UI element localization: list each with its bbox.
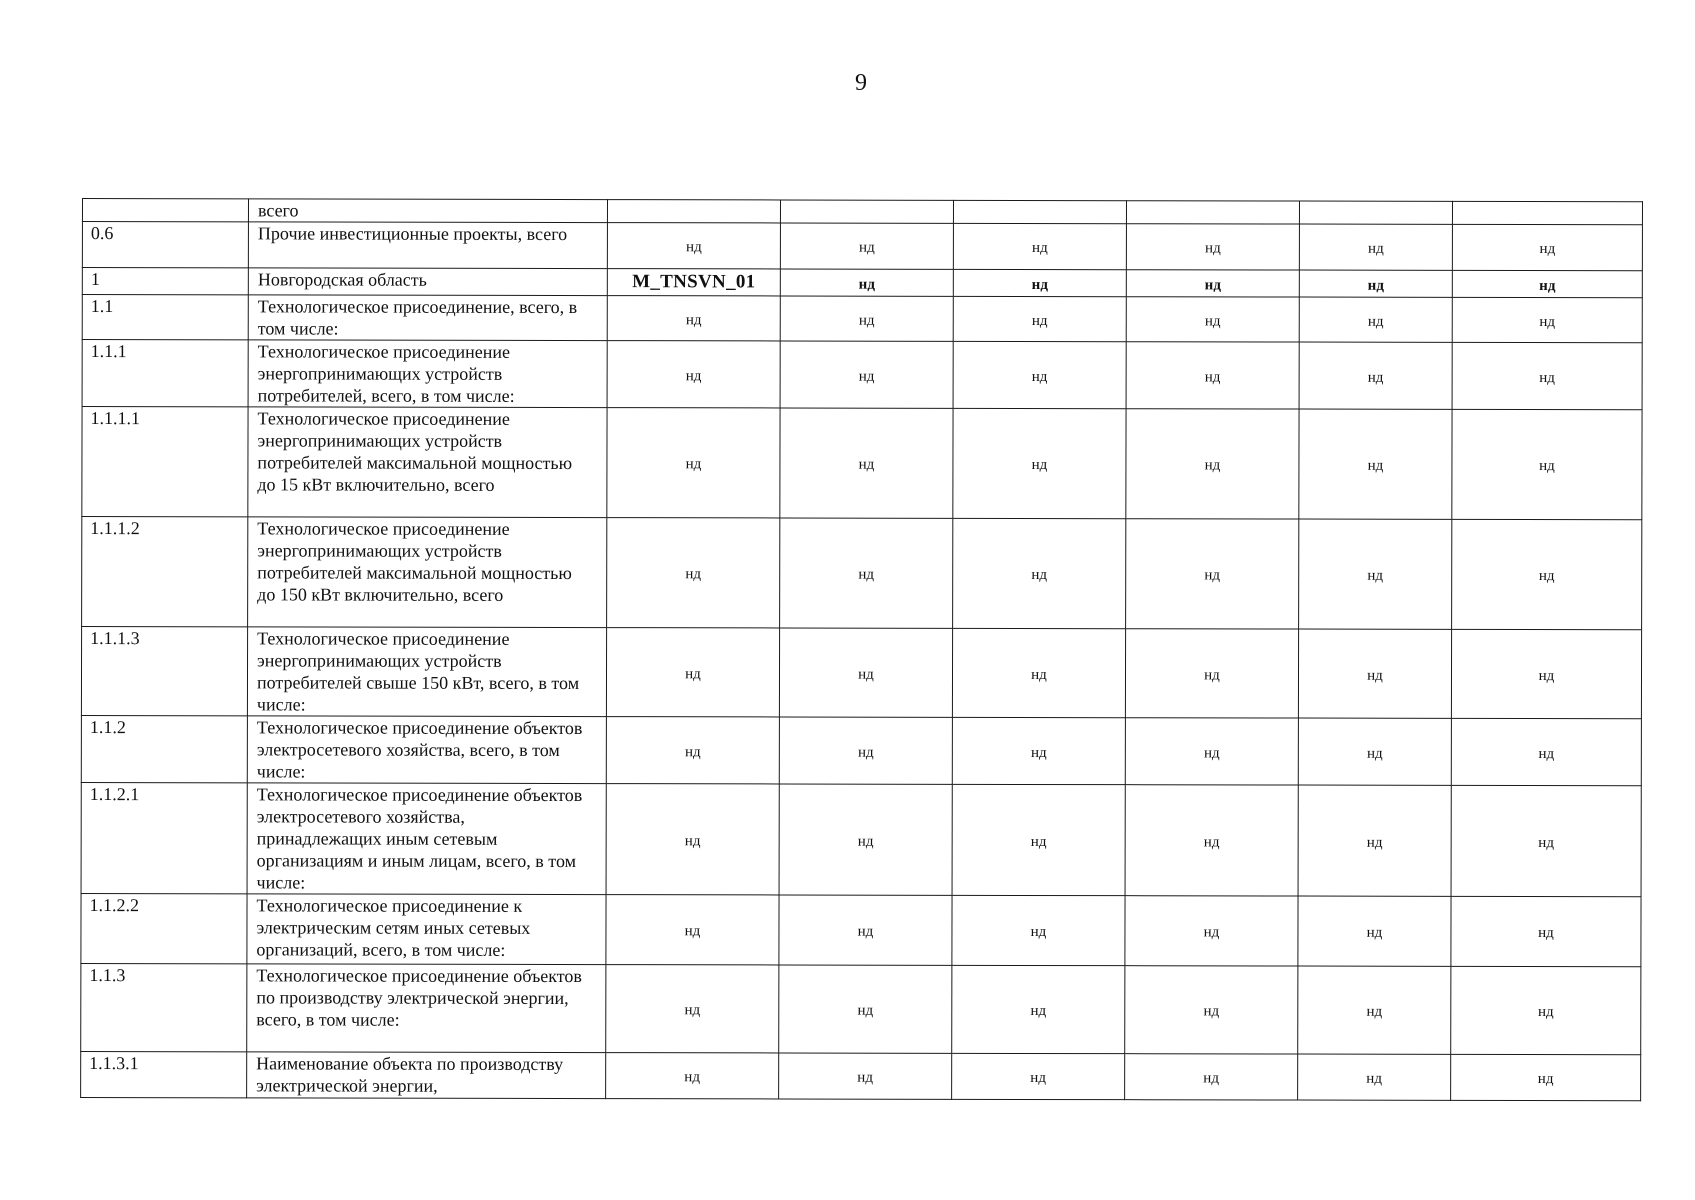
value-cell: нд: [1452, 519, 1642, 629]
value-cell: нд: [953, 269, 1126, 296]
value-cell: нд: [606, 965, 779, 1053]
value-cell: нд: [780, 296, 953, 341]
value-cell: нд: [1125, 629, 1298, 718]
value-cell: нд: [780, 408, 953, 518]
value-cell: нд: [1298, 785, 1451, 896]
row-name-cell: Технологическое присоединение энергопринимающих устройств потребителей свыше 150 кВт, всего, в том числе:: [247, 627, 606, 717]
row-name-cell: Технологическое присоединение объектов электросетевого хозяйства, принадлежащих иным сетевым организациям и иным лицам, всего, в том числе:: [247, 783, 606, 895]
row-number-cell: 1.1.1.3: [81, 627, 247, 716]
value-cell: нд: [953, 341, 1126, 408]
row-name-cell: Технологическое присоединение к электрическим сетям иных сетевых организаций, всего, в том числе:: [247, 894, 606, 965]
value-cell: нд: [1126, 224, 1299, 270]
value-cell: нд: [780, 341, 953, 408]
value-cell: нд: [780, 223, 953, 269]
value-cell: нд: [1298, 629, 1451, 718]
value-cell: нд: [606, 628, 779, 717]
value-cell: нд: [1298, 718, 1451, 785]
value-cell: нд: [607, 518, 780, 628]
row-number-cell: [82, 199, 248, 222]
row-name-cell: Технологическое присоединение энергопринимающих устройств потребителей максимальной мощностью до 150 кВт включительно, всего: [248, 517, 607, 628]
table-row: [81, 715, 1641, 785]
value-cell: нд: [606, 784, 779, 895]
investment-table: [80, 198, 1643, 1101]
value-cell: нд: [952, 628, 1125, 717]
value-cell: нд: [1452, 409, 1642, 519]
value-cell: нд: [606, 895, 779, 965]
row-name-cell: Технологическое присоединение объектов электросетевого хозяйства, всего, в том числе:: [247, 716, 606, 784]
value-cell: нд: [606, 1053, 779, 1099]
value-cell: нд: [1125, 896, 1298, 966]
row-name-cell: Технологическое присоединение энергопринимающих устройств потребителей максимальной мощностью до 15 кВт включительно, всего: [248, 407, 607, 518]
value-cell: [1452, 201, 1642, 224]
table-row: [82, 340, 1642, 410]
value-cell: нд: [1299, 342, 1452, 409]
value-cell: нд: [1299, 270, 1452, 297]
value-cell: нд: [1126, 409, 1299, 519]
page-number: 9: [855, 70, 867, 96]
value-cell: [607, 200, 780, 223]
row-name-cell: Наименование объекта по производству электрической энергии,: [247, 1052, 606, 1099]
value-cell: нд: [953, 518, 1126, 628]
row-number-cell: 1.1.1.2: [82, 517, 248, 627]
row-name-cell: Технологическое присоединение энергопринимающих устройств потребителей, всего, в том числе:: [248, 340, 607, 408]
row-number-cell: 1.1.1: [82, 340, 248, 407]
value-cell: нд: [1299, 297, 1452, 342]
value-cell: нд: [952, 717, 1125, 784]
value-cell: нд: [1451, 1054, 1641, 1100]
value-cell: нд: [779, 965, 952, 1053]
row-number-cell: 1.1.3: [81, 963, 247, 1051]
value-cell: нд: [953, 223, 1126, 269]
value-cell: нд: [1451, 966, 1641, 1054]
row-number-cell: 1.1.2.1: [81, 782, 247, 893]
value-cell: нд: [1299, 519, 1452, 629]
table-row: [81, 782, 1641, 896]
value-cell: нд: [607, 223, 780, 269]
value-cell: нд: [1452, 224, 1642, 270]
value-cell: нд: [1125, 718, 1298, 785]
value-cell: [1126, 201, 1299, 224]
value-cell: нд: [952, 895, 1125, 965]
value-cell: нд: [953, 408, 1126, 518]
row-number-cell: 1.1.1.1: [82, 407, 248, 517]
table-row: [81, 1051, 1641, 1100]
table-row: [81, 963, 1641, 1054]
row-number-cell: 1.1.2.2: [81, 893, 247, 963]
value-cell: нд: [952, 784, 1125, 895]
value-cell: нд: [1125, 1054, 1298, 1100]
value-cell: нд: [607, 408, 780, 518]
value-cell: нд: [1126, 270, 1299, 297]
row-name-cell: Новгородская область: [248, 268, 607, 296]
table-row: [82, 268, 1642, 298]
value-cell: нд: [1452, 297, 1642, 342]
value-cell: нд: [1451, 629, 1641, 718]
row-name-cell: Технологическое присоединение объектов по производству электрической энергии, всего, в том числе:: [247, 964, 606, 1053]
value-cell: нд: [779, 1053, 952, 1099]
value-cell: нд: [780, 269, 953, 296]
value-cell: нд: [952, 1053, 1125, 1099]
row-number-cell: 1.1.2: [81, 715, 247, 782]
value-cell: нд: [1451, 896, 1641, 966]
table-row: [81, 893, 1641, 966]
value-cell: нд: [1125, 785, 1298, 896]
value-cell: нд: [1126, 342, 1299, 409]
value-cell: нд: [1299, 409, 1452, 519]
table-row: [82, 199, 1642, 225]
value-cell: нд: [1125, 966, 1298, 1054]
table-row: [82, 517, 1642, 630]
table-row: [81, 627, 1641, 719]
value-cell: нд: [1299, 224, 1452, 270]
value-cell: нд: [606, 717, 779, 784]
value-cell: нд: [1298, 896, 1451, 966]
row-number-cell: 0.6: [82, 222, 248, 268]
project-code-cell: M_TNSVN_01: [607, 269, 780, 296]
value-cell: нд: [1452, 270, 1642, 297]
value-cell: нд: [1298, 1054, 1451, 1100]
value-cell: [780, 200, 953, 223]
value-cell: нд: [779, 895, 952, 965]
value-cell: нд: [779, 784, 952, 895]
value-cell: нд: [1298, 966, 1451, 1054]
value-cell: нд: [1126, 519, 1299, 629]
value-cell: [953, 200, 1126, 223]
value-cell: нд: [1452, 342, 1642, 409]
row-number-cell: 1.1.3.1: [81, 1051, 247, 1097]
row-name-cell: всего: [248, 199, 607, 223]
value-cell: нд: [1451, 785, 1641, 896]
row-name-cell: Технологическое присоединение, всего, в том числе:: [248, 295, 607, 341]
table-row: [82, 407, 1642, 520]
value-cell: нд: [607, 296, 780, 341]
row-name-cell: Прочие инвестиционные проекты, всего: [248, 222, 607, 269]
value-cell: нд: [1451, 718, 1641, 785]
value-cell: нд: [607, 341, 780, 408]
value-cell: нд: [952, 965, 1125, 1053]
value-cell: нд: [779, 717, 952, 784]
table-row: [82, 222, 1642, 271]
value-cell: нд: [1126, 297, 1299, 342]
value-cell: нд: [780, 518, 953, 628]
table-body: [81, 199, 1643, 1101]
value-cell: [1299, 201, 1452, 224]
table-row: [82, 295, 1642, 343]
row-number-cell: 1.1: [82, 295, 248, 340]
value-cell: нд: [953, 296, 1126, 341]
row-number-cell: 1: [82, 268, 248, 295]
value-cell: нд: [779, 628, 952, 717]
